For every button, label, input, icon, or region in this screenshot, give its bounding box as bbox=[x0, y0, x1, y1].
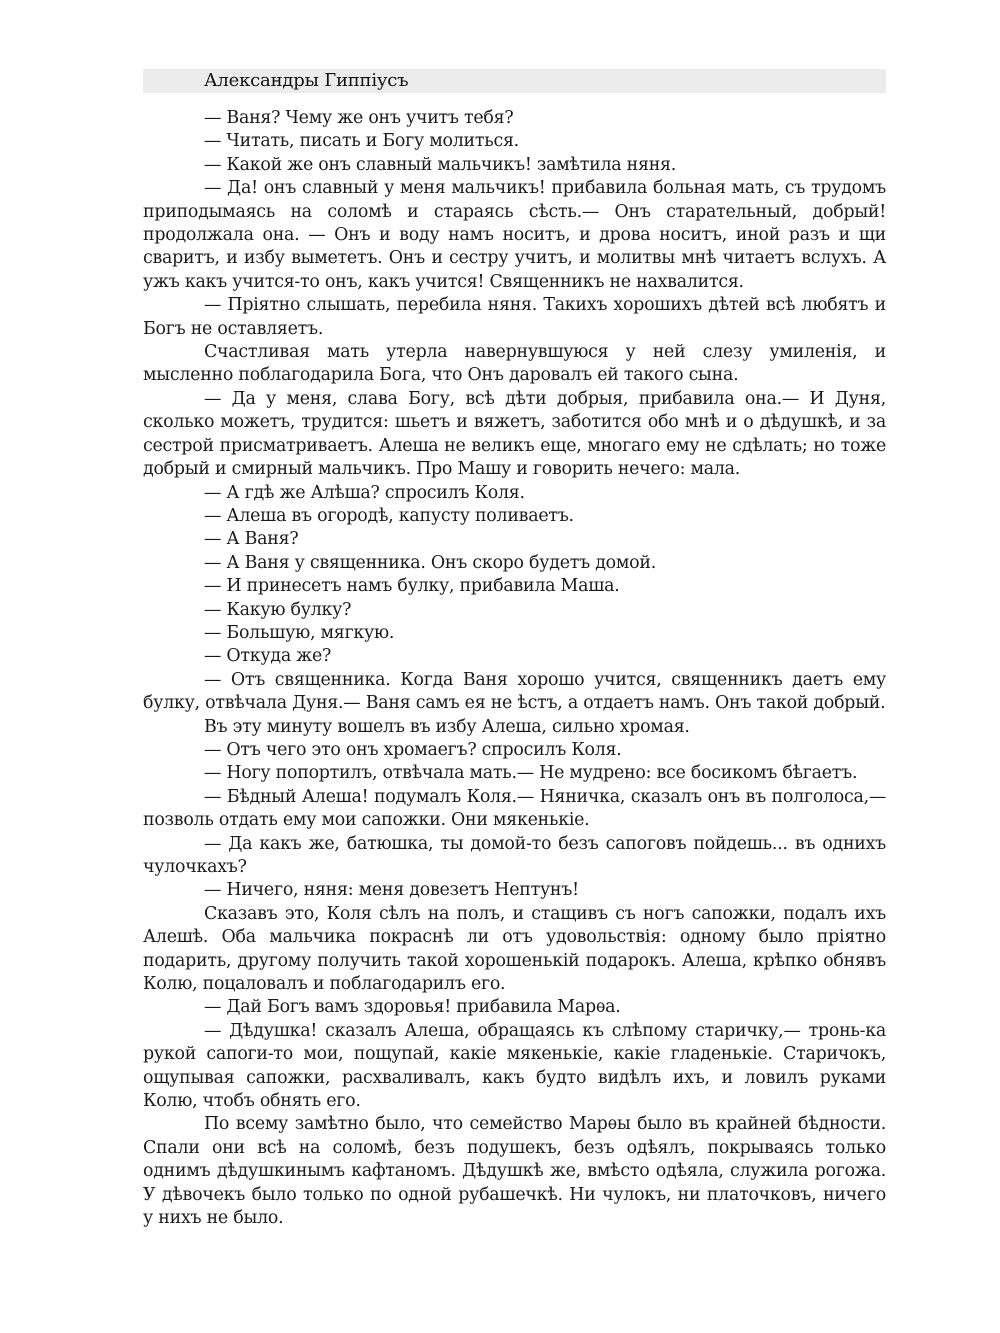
paragraph: — И принесетъ намъ булку, прибавила Маша. bbox=[204, 576, 620, 597]
paragraph: — Алеша въ огородѣ, капусту поливаетъ. bbox=[204, 505, 574, 526]
paragraph: — Отъ чего это онъ хромаегъ? спросилъ Коля. bbox=[204, 739, 622, 760]
paragraph: — Откуда же? bbox=[204, 646, 332, 667]
paragraph: — А Ваня у священника. Онъ скоро будетъ домой. bbox=[204, 552, 657, 573]
paragraph: — А гдѣ же Алѣша? спросилъ Коля. bbox=[204, 482, 525, 503]
paragraph: — Ваня? Чему же онъ учитъ тебя? bbox=[204, 108, 514, 128]
paragraph: — Читать, писать и Богу молиться. bbox=[204, 131, 519, 152]
paragraph: — Да у меня, слава Богу, всѣ дѣти добрыя, прибавила она.— И Дуня, сколько можетъ, трудится: шьетъ и вяжетъ, заботится обо мнѣ и о дѣдушкѣ, и за сестрой присматриваетъ. Алеша не великъ еще, многаго ему не сдѣлать; но тоже добрый и смирный мальчикъ. Про Машу и говорить нечего: мала. bbox=[143, 388, 886, 480]
paragraph: — Бѣдный Алеша! подумалъ Коля.— Няничка, сказалъ онъ въ полголоса,— позволь отдать ему мои сапожки. Они мякенькіе. bbox=[143, 786, 886, 831]
paragraph: Сказавъ это, Коля сѣлъ на полъ, и стащивъ съ ногъ сапожки, подалъ ихъ Алешѣ. Оба мальчика покраснѣ ли отъ удовольствія: одному было пріятно подарить, другому получить такой хорошенькій подарокъ. Алеша, крѣпко обнявъ Колю, поцаловалъ и поблагодарилъ его. bbox=[143, 903, 886, 995]
paragraph: — Какой же онъ славный мальчикъ! замѣтила няня. bbox=[204, 154, 677, 175]
paragraph: — Большую, мягкую. bbox=[204, 622, 395, 643]
paragraph: — Пріятно слышать, перебила няня. Такихъ хорошихъ дѣтей всѣ любятъ и Богъ не оставляетъ. bbox=[143, 295, 886, 339]
paragraph: — А Ваня? bbox=[204, 529, 299, 550]
running-header bbox=[143, 69, 886, 93]
paragraph: — Дѣдушка! сказалъ Алеша, обращаясь къ слѣпому старичку,— тронь-ка рукой сапоги-то мои, пощупай, какіе мякенькіе, какіе гладенькіе. Старичокъ, ощупывая сапожки, расхваливалъ, какъ будто видѣлъ ихъ, и ловилъ руками Колю, чтобъ обнять его. bbox=[143, 1020, 886, 1112]
paragraph: — Да какъ же, батюшка, ты домой-то безъ сапоговъ пойдешь... въ однихъ чулочкахъ? bbox=[143, 833, 886, 877]
paragraph: — Ничего, няня: меня довезетъ Нептунъ! bbox=[204, 880, 579, 901]
paragraph: По всему замѣтно было, что семейство Марѳы было въ крайней бѣдности. Спали они всѣ на соломѣ, безъ подушекъ, безъ одѣялъ, покрываясь только однимъ дѣдушкинымъ кафтаномъ. Дѣдушкѣ же, вмѣсто одѣяла, служила рогожа. У дѣвочекъ было только по одной рубашечкѣ. Ни чулокъ, ни платочковъ, ничего у нихъ не было. bbox=[143, 1114, 886, 1229]
paragraph: — Да! онъ славный у меня мальчикъ! прибавила больная мать, съ трудомъ приподымаясь на соломѣ и стараясь сѣсть.— Онъ старательный, добрый! продолжала она. — Онъ и воду намъ носитъ, и дрова носитъ, иной разъ и щи сваритъ, и избу вымететъ. Онъ и сестру учитъ, и молитвы мнѣ читаетъ вслухъ. А ужъ какъ учится-то онъ, какъ учится! Священникъ не нахвалится. bbox=[143, 178, 886, 292]
paragraph: — Дай Богъ вамъ здоровья! прибавила Марѳа. bbox=[204, 997, 621, 1018]
paragraph: — Отъ священника. Когда Ваня хорошо учится, священникъ даетъ ему булку, отвѣчала Дуня.— Ваня самъ ея не ѣстъ, а отдаетъ намъ. Онъ такой добрый. bbox=[143, 669, 886, 714]
running-header-title: Александры Гиппіусъ bbox=[204, 70, 409, 91]
text-body bbox=[143, 107, 886, 1231]
paragraph: — Ногу попортилъ, отвѣчала мать.— Не мудрено: все босикомъ бѣгаетъ. bbox=[204, 763, 858, 784]
paragraph: Счастливая мать утерла навернувшуюся у ней слезу умиленія, и мысленно поблагодарила Бога, что Онъ даровалъ ей такого сына. bbox=[143, 342, 886, 386]
paragraph: Въ эту минуту вошелъ въ избу Алеша, сильно хромая. bbox=[204, 716, 690, 737]
paragraph: — Какую булку? bbox=[204, 599, 352, 620]
